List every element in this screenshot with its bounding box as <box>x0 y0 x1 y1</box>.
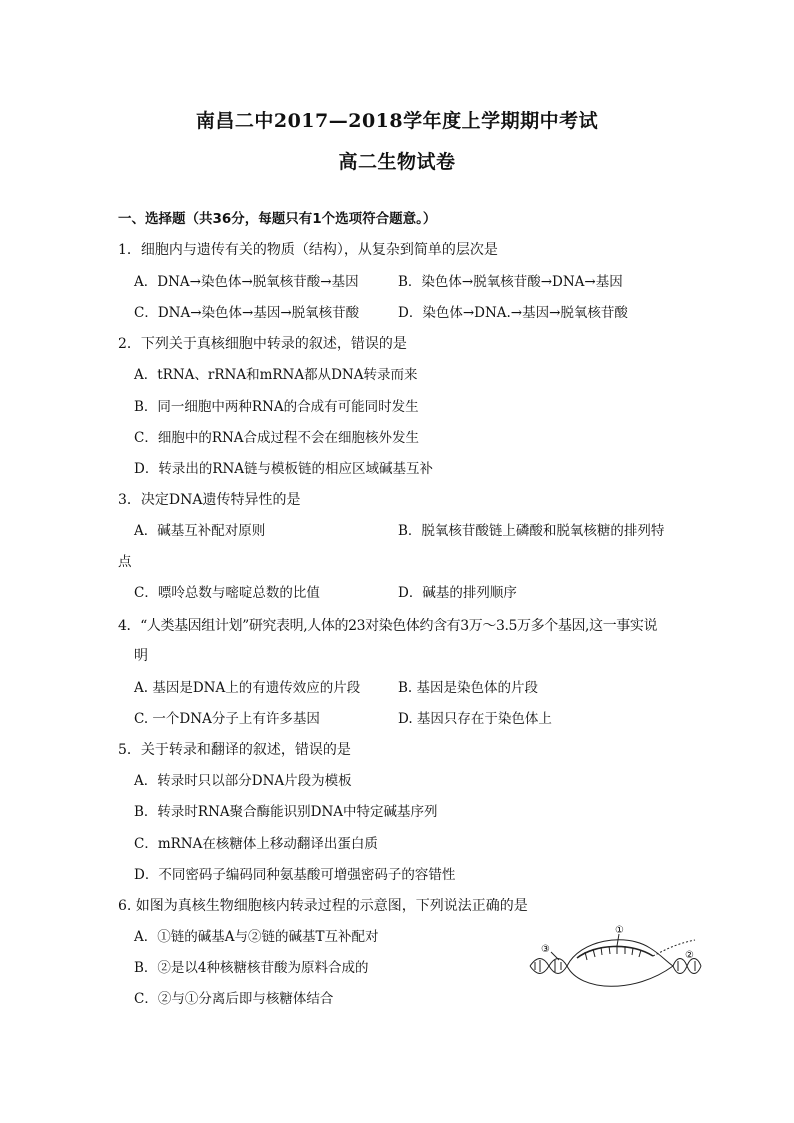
diagram-label-1: ① <box>615 925 624 936</box>
question-5-option-b: B．转录时RNA聚合酶能识别DNA中特定碱基序列 <box>134 804 438 820</box>
question-6-option-b: B．②是以4种核糖核苷酸为原料合成的 <box>134 960 369 976</box>
question-1-option-b: B．染色体→脱氧核苷酸→DNA→基因 <box>398 274 623 290</box>
question-3-option-d: D．碱基的排列顺序 <box>398 585 517 601</box>
question-1-stem: 1．细胞内与遗传有关的物质（结构），从复杂到简单的层次是 <box>118 242 498 258</box>
question-3-stem: 3．决定DNA遗传特异性的是 <box>118 492 301 508</box>
section-heading: 一、选择题（共36分，每题只有1个选项符合题意。） <box>118 211 437 227</box>
question-2-option-c: C．细胞中的RNA合成过程不会在细胞核外发生 <box>134 430 420 446</box>
diagram-label-2: ② <box>685 950 694 961</box>
question-4-stem-continued: 明 <box>134 648 148 664</box>
question-1-option-a: A．DNA→染色体→脱氧核苷酸→基因 <box>134 274 359 290</box>
question-2-stem: 2．下列关于真核细胞中转录的叙述，错误的是 <box>118 336 407 352</box>
question-3-option-b: B．脱氧核苷酸链上磷酸和脱氧核糖的排列特 <box>398 523 665 539</box>
question-5-option-a: A．转录时只以部分DNA片段为模板 <box>134 773 352 789</box>
question-6-stem: 6. 如图为真核生物细胞核内转录过程的示意图，下列说法正确的是 <box>118 898 528 914</box>
question-6-option-c: C．②与①分离后即与核糖体结合 <box>134 991 334 1007</box>
question-2-option-b: B．同一细胞中两种RNA的合成有可能同时发生 <box>134 399 419 415</box>
question-4-option-b: B. 基因是染色体的片段 <box>398 680 539 696</box>
question-5-option-c: C．mRNA在核糖体上移动翻译出蛋白质 <box>134 836 378 852</box>
question-2-option-d: D．转录出的RNA链与模板链的相应区域碱基互补 <box>134 461 434 477</box>
question-2-option-a: A．tRNA、rRNA和mRNA都从DNA转录而来 <box>134 367 418 383</box>
question-5-option-d: D．不同密码子编码同种氨基酸可增强密码子的容错性 <box>134 867 456 883</box>
question-1-option-d: D．染色体→DNA.→基因→脱氧核苷酸 <box>398 305 628 321</box>
question-3-option-a: A．碱基互补配对原则 <box>134 523 266 539</box>
question-3-option-c: C．嘌呤总数与嘧啶总数的比值 <box>134 585 320 601</box>
question-1-option-c: C．DNA→染色体→基因→脱氧核苷酸 <box>134 305 360 321</box>
question-5-stem: 5．关于转录和翻译的叙述，错误的是 <box>118 742 351 758</box>
question-4-option-d: D. 基因只存在于染色体上 <box>398 711 552 727</box>
exam-subtitle: 高二生物试卷 <box>338 151 456 173</box>
question-6-option-a: A．①链的碱基A与②链的碱基T互补配对 <box>134 929 379 945</box>
transcription-diagram <box>525 922 705 994</box>
question-4-option-a: A. 基因是DNA上的有遗传效应的片段 <box>134 680 361 696</box>
diagram-label-3: ③ <box>541 944 550 955</box>
question-4-option-c: C. 一个DNA分子上有许多基因 <box>134 711 320 727</box>
question-3-option-b-continued: 点 <box>118 554 132 570</box>
question-4-stem: 4．“人类基因组计划”研究表明,人体的23对染色体约含有3万～3.5万多个基因,这一事实说 <box>118 618 658 634</box>
exam-title: 南昌二中2017—2018学年度上学期期中考试 <box>195 110 599 132</box>
